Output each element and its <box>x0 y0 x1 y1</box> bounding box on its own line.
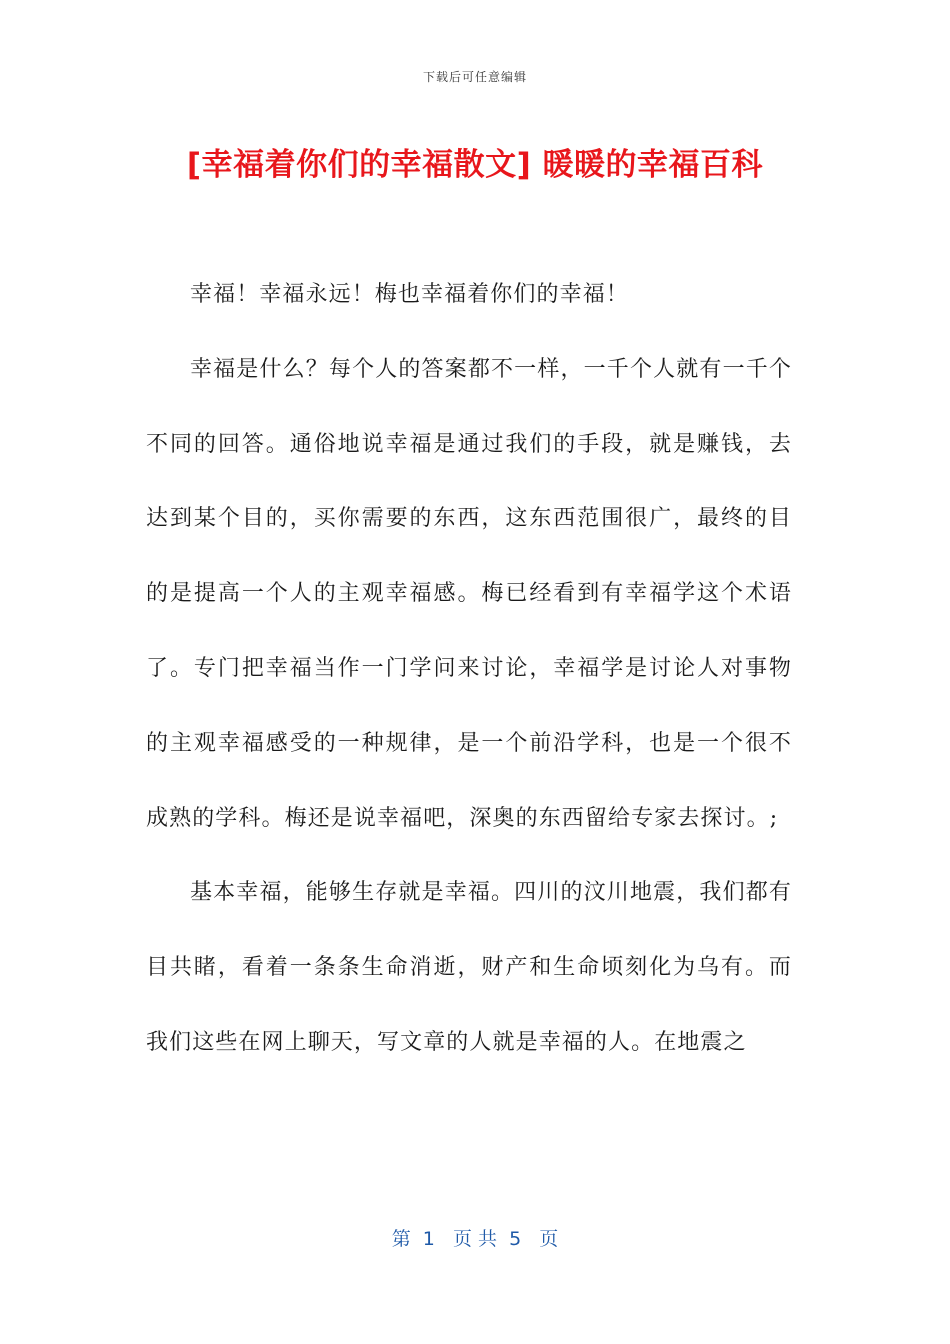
document-title: [幸福着你们的幸福散文] 暖暖的幸福百科 <box>186 147 764 183</box>
paragraph: 基本幸福，能够生存就是幸福。四川的汶川地震，我们都有目共睹，看着一条条生命消逝，财产和生命顷刻化为乌有。而我们这些在网上聊天，写文章的人就是幸福的人。在地震之 <box>146 880 792 1055</box>
paragraph: 幸福！幸福永远！梅也幸福着你们的幸福！ <box>190 282 629 307</box>
page-footer: 第 1 页 共 5 页 <box>391 1228 559 1250</box>
paragraph: 幸福是什么？每个人的答案都不一样，一千个人就有一千个不同的回答。通俗地说幸福是通过我们的手段，就是赚钱，去达到某个目的，买你需要的东西，这东西范围很广，最终的目的是提高一个人的主观幸福感。梅已经看到有幸福学这个术语了。专门把幸福当作一门学问来讨论，幸福学是讨论人对事物的主观幸福感受的一种规律，是一个前沿学科，也是一个很不成熟的学科。梅还是说幸福吧，深奥的东西留给专家去探讨。; <box>146 356 792 831</box>
header-note: 下载后可任意编辑 <box>422 70 527 84</box>
document-body <box>146 258 792 1081</box>
